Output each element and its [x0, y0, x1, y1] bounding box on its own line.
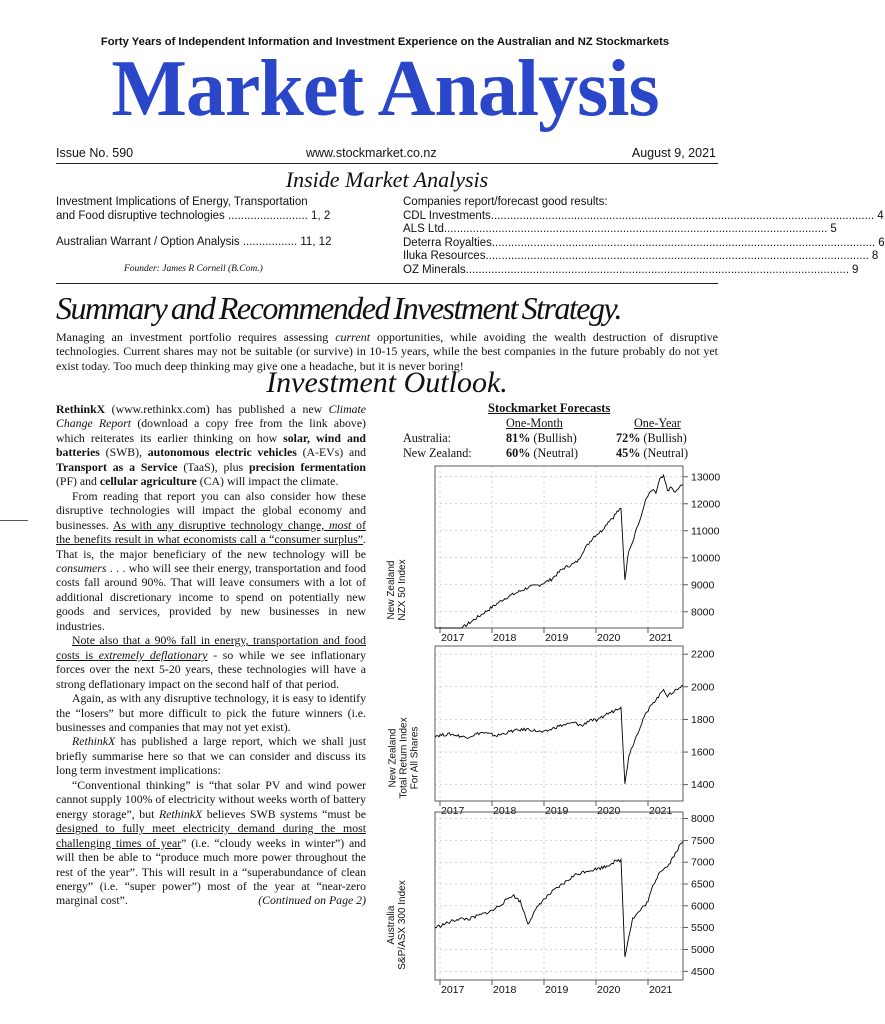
chart-1-xtick-label: 2020 [597, 632, 621, 644]
tagline: Forty Years of Independent Information and Investment Experience on the Australian and NZ Stockmarkets [100, 36, 670, 48]
chart-1-ytick-label: 10000 [691, 552, 721, 565]
chart-2-series-line [435, 685, 683, 784]
chart-2-ytick-label: 1800 [691, 713, 715, 726]
forecast-row-australia: Australia: 81% (Bullish) 72% (Bullish) [403, 431, 687, 445]
website-link[interactable]: www.stockmarket.co.nz [306, 146, 437, 160]
margin-mark [0, 520, 28, 521]
chart-2-xtick-label: 2020 [597, 805, 621, 817]
chart-3-frame [435, 812, 683, 980]
chart-3-ytick-label: 4500 [691, 965, 715, 978]
forecast-col-year: One-Year [634, 416, 681, 430]
chart-3-series-line [435, 841, 683, 957]
chart-1-ytick-label: 13000 [691, 471, 721, 484]
forecast-row-new-zealand: New Zealand: 60% (Neutral) 45% (Neutral) [403, 446, 689, 460]
chart-2-ytick-label: 2000 [691, 681, 715, 694]
chart-1-xtick-label: 2017 [441, 632, 465, 644]
article-paragraph-1: RethinkX (www.rethinkx.com) has published a new Climate Change Report (download a copy free from the link above) which reiterates its earlier thinking on how solar, wind and batteries (SWB), autonomous electric vehicles (A-EVs) and Transport as a Service (TaaS), plus precision fermentation (PF) and cellular agriculture (CA) will impact the climate. [56, 402, 366, 489]
index-charts [380, 466, 725, 996]
chart-2-xtick-label: 2019 [545, 805, 569, 817]
chart-1-ytick-label: 9000 [691, 579, 715, 592]
forecasts-title: Stockmarket Forecasts [488, 401, 611, 415]
chart-3-xtick-label: 2020 [597, 984, 621, 996]
chart-1-frame [435, 466, 683, 628]
chart-3-ytick-label: 8000 [691, 813, 715, 826]
chart-1-ytick-label: 8000 [691, 606, 715, 619]
chart-3-ytick-label: 7000 [691, 856, 715, 869]
toc-item[interactable]: and Food disruptive technologies ......................... 1, 2 [56, 209, 331, 222]
toc-company-item[interactable]: CDL Investments ........................................................................................................................ 4 [403, 209, 884, 222]
toc-item[interactable]: Australian Warrant / Option Analysis ................. 11, 12 [56, 236, 332, 248]
chart-3-ytick-label: 7500 [691, 834, 715, 847]
toc-company-item[interactable]: OZ Minerals ........................................................................................................................ 9 [403, 263, 859, 276]
chart-2-xtick-label: 2017 [441, 805, 465, 817]
toc-left [56, 196, 368, 250]
chart-3-xtick-label: 2018 [493, 984, 517, 996]
chart-3-ytick-label: 6500 [691, 878, 715, 891]
issue-number: Issue No. 590 [56, 146, 134, 160]
chart-2-ylabel: New Zealand Total Return Index For All Shares [387, 717, 421, 799]
chart-2-xtick-label: 2018 [493, 805, 517, 817]
chart-1-ytick-label: 11000 [691, 525, 720, 538]
chart-3-ytick-label: 5500 [691, 922, 715, 935]
chart-2-ytick-label: 1600 [691, 746, 715, 759]
toc-company-item[interactable]: Iluka Resources ........................................................................................................................ 8 [403, 250, 879, 262]
toc-right [403, 196, 885, 277]
forecast-col-month: One-Month [506, 416, 563, 430]
chart-1-xtick-label: 2018 [493, 632, 517, 644]
outlook-title: Investment Outlook. [266, 366, 508, 399]
chart-1-ylabel: New Zealand NZX 50 Index [386, 559, 408, 621]
inside-title: Inside Market Analysis [285, 167, 489, 192]
chart-1-xtick-label: 2019 [545, 632, 569, 644]
toc-item[interactable]: Investment Implications of Energy, Transportation [56, 196, 308, 208]
chart-1-series-line [435, 475, 683, 628]
article-paragraph-4: Again, as with any disruptive technology, it is easy to identify the “losers” but more difficult to pick the future winners (i.e. businesses and companies that may not yet exist). [56, 691, 366, 734]
article-paragraph-5: RethinkX has published a large report, which we shall just briefly summarise here so that we can consider and discuss its long term investment implications: [56, 734, 366, 778]
chart-2-frame [435, 646, 683, 801]
inside-rule [56, 283, 718, 284]
chart-1-ytick-label: 12000 [691, 498, 721, 511]
chart-3-xtick-label: 2021 [649, 984, 673, 996]
chart-3-xtick-label: 2019 [545, 984, 569, 996]
chart-1-xtick-label: 2021 [649, 632, 673, 644]
chart-3-xtick-label: 2017 [441, 984, 465, 996]
masthead-title: Market Analysis [111, 45, 659, 133]
chart-3-ytick-label: 5000 [691, 943, 715, 956]
continued-note[interactable]: (Continued on Page 2) [258, 893, 366, 908]
article-column [56, 402, 366, 908]
chart-2-xtick-label: 2021 [649, 805, 673, 817]
chart-2-ytick-label: 1400 [691, 779, 715, 792]
founder-credit: Founder: James R Cornell (B.Com.) [124, 264, 263, 274]
article-paragraph-3: Note also that a 90% fall in energy, transportation and food costs is extremely deflationary - so while we see inflationary forces over the next 5-20 years, these technologies will have a strong deflationary impact on the second half of that period. [56, 633, 366, 691]
issue-date: August 9, 2021 [631, 146, 716, 160]
summary-intro: Managing an investment portfolio requires assessing current opportunities, while avoiding the wealth destruction of disruptive technologies. Current shares may not be suitable (or survive) in 10-15 years, while the best companies in the future probably do not yet exist today. Too much deep thinking may give one a headache, but it is never boring! [56, 330, 718, 373]
header-rule [56, 163, 718, 164]
toc-company-item[interactable]: ALS Ltd ........................................................................................................................ 5 [403, 223, 837, 235]
chart-3-ytick-label: 6000 [691, 900, 715, 913]
article-paragraph-6: “Conventional thinking” is “that solar PV and wind power cannot supply 100% of electricity without weeks worth of battery energy storage”, but RethinkX believes SWB systems “must be designed to fully meet electricity demand during the most challenging times of year” (i.e. “cloudy weeks in winter”) and will then be able to “produce much more power throughout the rest of the year”. This will result in a “superabundance of clean energy” (i.e. “super power”) most of the year at “near-zero marginal cost”. (Continued on Page 2) [56, 777, 366, 908]
toc-heading: Companies report/forecast good results: [403, 196, 608, 208]
chart-3-ylabel: Australia S&P/ASX 300 Index [386, 880, 408, 970]
article-paragraph-2: From reading that report you can also consider how these disruptive technologies will impact the global economy and businesses. As with any disruptive technology change, most of the benefits result in what economists call a “consumer surplus”. That is, the major beneficiary of the new technology will be consumers . . . who will see their energy, transportation and food costs fall around 90%. That will leave consumers with a lot of additional discretionary income to spend on potentially new goods and services, provided by new businesses in new industries. [56, 488, 367, 633]
chart-2-ytick-label: 2200 [691, 648, 715, 661]
summary-title: Summary and Recommended Investment Strategy. [56, 290, 621, 326]
toc-company-item[interactable]: Deterra Royalties ........................................................................................................................ 6 [403, 236, 885, 249]
